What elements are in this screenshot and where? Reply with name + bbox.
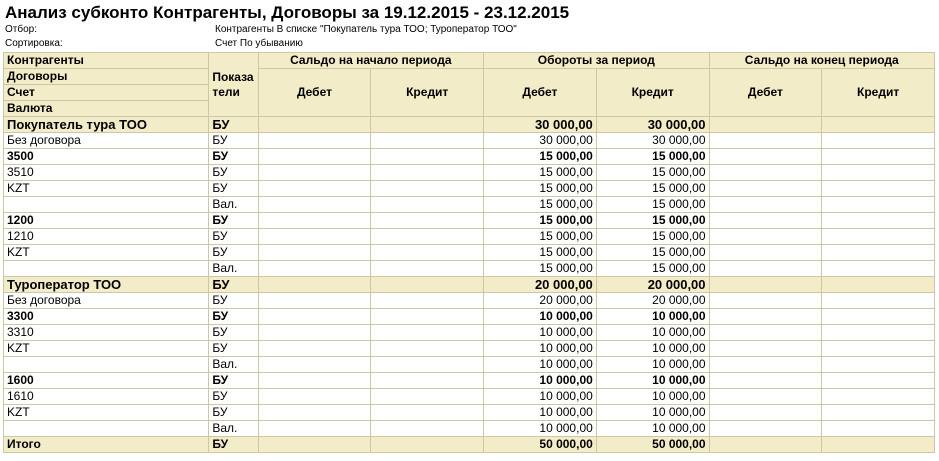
table-row[interactable] xyxy=(4,277,935,293)
cell-cd xyxy=(709,181,822,197)
cell-tc: 15 000,00 xyxy=(596,213,709,229)
header-turn-debit: Дебет xyxy=(484,69,597,117)
cell-oc xyxy=(371,245,484,261)
cell-cd xyxy=(709,117,822,133)
cell-cd xyxy=(709,293,822,309)
cell-cc xyxy=(822,181,935,197)
cell-oc xyxy=(371,133,484,149)
table-body xyxy=(4,117,935,453)
row-label: 3310 xyxy=(4,325,209,341)
table-row[interactable] xyxy=(4,197,935,213)
cell-td: 10 000,00 xyxy=(484,389,597,405)
row-label: 1200 xyxy=(4,213,209,229)
cell-oc xyxy=(371,165,484,181)
report-title: Анализ субконто Контрагенты, Договоры за 19.12.2015 - 23.12.2015 xyxy=(5,3,570,22)
cell-cc xyxy=(822,261,935,277)
row-indicator: БУ xyxy=(209,309,258,325)
cell-oc xyxy=(371,229,484,245)
cell-td: 10 000,00 xyxy=(484,421,597,437)
header-indicators: Показа тели xyxy=(209,53,258,117)
row-indicator: БУ xyxy=(209,181,258,197)
table-row[interactable] xyxy=(4,165,935,181)
cell-od xyxy=(258,165,371,181)
cell-od xyxy=(258,389,371,405)
row-indicator: БУ xyxy=(209,293,258,309)
cell-oc xyxy=(371,309,484,325)
cell-cc xyxy=(822,309,935,325)
cell-td: 15 000,00 xyxy=(484,213,597,229)
cell-tc: 10 000,00 xyxy=(596,341,709,357)
cell-od xyxy=(258,357,371,373)
cell-cd xyxy=(709,437,822,453)
row-label: 3500 xyxy=(4,149,209,165)
cell-td: 10 000,00 xyxy=(484,405,597,421)
cell-oc xyxy=(371,181,484,197)
cell-tc: 15 000,00 xyxy=(596,261,709,277)
row-indicator: Вал. xyxy=(209,197,258,213)
cell-od xyxy=(258,341,371,357)
row-label: KZT xyxy=(4,341,209,357)
cell-od xyxy=(258,133,371,149)
cell-oc xyxy=(371,357,484,373)
row-label: 1610 xyxy=(4,389,209,405)
filter-label: Отбор: xyxy=(5,24,37,35)
row-indicator: Вал. xyxy=(209,421,258,437)
row-label: Без договора xyxy=(4,293,209,309)
row-indicator: БУ xyxy=(209,229,258,245)
cell-oc xyxy=(371,197,484,213)
cell-oc xyxy=(371,325,484,341)
header-turn-credit: Кредит xyxy=(596,69,709,117)
cell-tc: 10 000,00 xyxy=(596,357,709,373)
cell-cd xyxy=(709,229,822,245)
table-row[interactable] xyxy=(4,309,935,325)
cell-cd xyxy=(709,341,822,357)
row-indicator: БУ xyxy=(209,117,258,133)
cell-cc xyxy=(822,389,935,405)
cell-td: 15 000,00 xyxy=(484,197,597,213)
cell-cd xyxy=(709,277,822,293)
cell-td: 50 000,00 xyxy=(484,437,597,453)
report-table xyxy=(3,52,935,453)
cell-cd xyxy=(709,133,822,149)
filter-value: Контрагенты В списке "Покупатель тура ТОО; Туроператор ТОО" xyxy=(215,24,517,35)
cell-od xyxy=(258,325,371,341)
header-opening-balance: Сальдо на начало периода xyxy=(258,53,483,69)
table-row[interactable] xyxy=(4,389,935,405)
cell-oc xyxy=(371,389,484,405)
cell-td: 15 000,00 xyxy=(484,149,597,165)
header-contracts: Договоры xyxy=(4,69,209,85)
row-indicator: Вал. xyxy=(209,357,258,373)
cell-od xyxy=(258,373,371,389)
cell-oc xyxy=(371,149,484,165)
cell-oc xyxy=(371,117,484,133)
row-label xyxy=(4,197,209,213)
cell-cc xyxy=(822,165,935,181)
row-indicator: БУ xyxy=(209,165,258,181)
cell-td: 15 000,00 xyxy=(484,181,597,197)
cell-cc xyxy=(822,357,935,373)
table-row[interactable] xyxy=(4,229,935,245)
row-indicator: БУ xyxy=(209,213,258,229)
cell-td: 30 000,00 xyxy=(484,117,597,133)
cell-cd xyxy=(709,213,822,229)
cell-cc xyxy=(822,213,935,229)
cell-cc xyxy=(822,133,935,149)
cell-cd xyxy=(709,325,822,341)
cell-tc: 10 000,00 xyxy=(596,373,709,389)
cell-cd xyxy=(709,197,822,213)
header-open-debit: Дебет xyxy=(258,69,371,117)
table-row[interactable] xyxy=(4,149,935,165)
cell-tc: 10 000,00 xyxy=(596,325,709,341)
cell-od xyxy=(258,213,371,229)
cell-cd xyxy=(709,405,822,421)
cell-oc xyxy=(371,277,484,293)
cell-tc: 15 000,00 xyxy=(596,181,709,197)
sort-value: Счет По убыванию xyxy=(215,38,303,49)
row-indicator: БУ xyxy=(209,149,258,165)
cell-tc: 15 000,00 xyxy=(596,245,709,261)
table-row[interactable] xyxy=(4,357,935,373)
cell-cc xyxy=(822,245,935,261)
cell-cd xyxy=(709,389,822,405)
cell-oc xyxy=(371,341,484,357)
cell-od xyxy=(258,245,371,261)
header-close-debit: Дебет xyxy=(709,69,822,117)
cell-tc: 20 000,00 xyxy=(596,277,709,293)
row-label: 1210 xyxy=(4,229,209,245)
cell-cc xyxy=(822,437,935,453)
table-row[interactable] xyxy=(4,181,935,197)
cell-od xyxy=(258,261,371,277)
cell-oc xyxy=(371,437,484,453)
cell-oc xyxy=(371,421,484,437)
row-indicator: БУ xyxy=(209,277,258,293)
cell-cc xyxy=(822,293,935,309)
cell-cc xyxy=(822,405,935,421)
row-indicator: БУ xyxy=(209,325,258,341)
table-row[interactable] xyxy=(4,341,935,357)
cell-td: 10 000,00 xyxy=(484,373,597,389)
cell-od xyxy=(258,277,371,293)
cell-td: 10 000,00 xyxy=(484,341,597,357)
cell-cd xyxy=(709,149,822,165)
cell-od xyxy=(258,421,371,437)
row-label: KZT xyxy=(4,181,209,197)
table-row[interactable] xyxy=(4,293,935,309)
table-row[interactable] xyxy=(4,405,935,421)
cell-oc xyxy=(371,405,484,421)
table-row[interactable] xyxy=(4,325,935,341)
row-label: 3510 xyxy=(4,165,209,181)
header-open-credit: Кредит xyxy=(371,69,484,117)
cell-cd xyxy=(709,245,822,261)
cell-cc xyxy=(822,421,935,437)
row-indicator: Вал. xyxy=(209,261,258,277)
cell-cd xyxy=(709,357,822,373)
row-label xyxy=(4,421,209,437)
row-indicator: БУ xyxy=(209,133,258,149)
cell-td: 20 000,00 xyxy=(484,293,597,309)
cell-tc: 10 000,00 xyxy=(596,309,709,325)
cell-tc: 15 000,00 xyxy=(596,165,709,181)
cell-td: 15 000,00 xyxy=(484,165,597,181)
row-label xyxy=(4,357,209,373)
cell-od xyxy=(258,197,371,213)
cell-tc: 15 000,00 xyxy=(596,149,709,165)
header-closing-balance: Сальдо на конец периода xyxy=(709,53,934,69)
filter-line xyxy=(5,24,517,35)
cell-cd xyxy=(709,373,822,389)
cell-oc xyxy=(371,373,484,389)
cell-od xyxy=(258,149,371,165)
cell-tc: 10 000,00 xyxy=(596,421,709,437)
cell-td: 15 000,00 xyxy=(484,261,597,277)
table-header xyxy=(4,53,935,117)
row-label: Без договора xyxy=(4,133,209,149)
cell-od xyxy=(258,293,371,309)
table-row[interactable] xyxy=(4,373,935,389)
cell-td: 10 000,00 xyxy=(484,325,597,341)
cell-cc xyxy=(822,149,935,165)
row-label xyxy=(4,261,209,277)
cell-td: 15 000,00 xyxy=(484,245,597,261)
cell-od xyxy=(258,405,371,421)
table-row[interactable] xyxy=(4,261,935,277)
row-label: Покупатель тура ТОО xyxy=(4,117,209,133)
cell-od xyxy=(258,181,371,197)
table-row[interactable] xyxy=(4,421,935,437)
row-indicator: БУ xyxy=(209,373,258,389)
cell-cd xyxy=(709,421,822,437)
row-label: KZT xyxy=(4,245,209,261)
row-indicator: БУ xyxy=(209,341,258,357)
cell-td: 20 000,00 xyxy=(484,277,597,293)
table-row[interactable] xyxy=(4,245,935,261)
header-close-credit: Кредит xyxy=(822,69,935,117)
cell-td: 10 000,00 xyxy=(484,357,597,373)
row-label: Туроператор ТОО xyxy=(4,277,209,293)
sort-label: Сортировка: xyxy=(5,38,63,49)
row-label: Итого xyxy=(4,437,209,453)
cell-tc: 10 000,00 xyxy=(596,389,709,405)
cell-cc xyxy=(822,229,935,245)
header-currency: Валюта xyxy=(4,101,209,117)
cell-oc xyxy=(371,293,484,309)
cell-cd xyxy=(709,309,822,325)
cell-tc: 30 000,00 xyxy=(596,133,709,149)
table-row[interactable] xyxy=(4,133,935,149)
cell-tc: 15 000,00 xyxy=(596,197,709,213)
cell-cc xyxy=(822,277,935,293)
row-indicator: БУ xyxy=(209,389,258,405)
cell-od xyxy=(258,437,371,453)
row-indicator: БУ xyxy=(209,405,258,421)
cell-tc: 50 000,00 xyxy=(596,437,709,453)
cell-cc xyxy=(822,117,935,133)
row-indicator: БУ xyxy=(209,437,258,453)
header-account: Счет xyxy=(4,85,209,101)
cell-oc xyxy=(371,213,484,229)
cell-od xyxy=(258,309,371,325)
sort-line xyxy=(5,38,303,49)
total-row[interactable] xyxy=(4,437,935,453)
cell-cd xyxy=(709,261,822,277)
header-turnover: Обороты за период xyxy=(484,53,709,69)
cell-tc: 20 000,00 xyxy=(596,293,709,309)
row-label: KZT xyxy=(4,405,209,421)
row-label: 1600 xyxy=(4,373,209,389)
cell-od xyxy=(258,117,371,133)
cell-cc xyxy=(822,341,935,357)
cell-tc: 15 000,00 xyxy=(596,229,709,245)
cell-tc: 30 000,00 xyxy=(596,117,709,133)
row-indicator: БУ xyxy=(209,245,258,261)
table-row[interactable] xyxy=(4,213,935,229)
cell-cc xyxy=(822,325,935,341)
cell-cc xyxy=(822,373,935,389)
cell-od xyxy=(258,229,371,245)
cell-td: 30 000,00 xyxy=(484,133,597,149)
header-contragents: Контрагенты xyxy=(4,53,209,69)
cell-td: 15 000,00 xyxy=(484,229,597,245)
cell-oc xyxy=(371,261,484,277)
cell-cc xyxy=(822,197,935,213)
cell-td: 10 000,00 xyxy=(484,309,597,325)
table-row[interactable] xyxy=(4,117,935,133)
cell-tc: 10 000,00 xyxy=(596,405,709,421)
cell-cd xyxy=(709,165,822,181)
row-label: 3300 xyxy=(4,309,209,325)
